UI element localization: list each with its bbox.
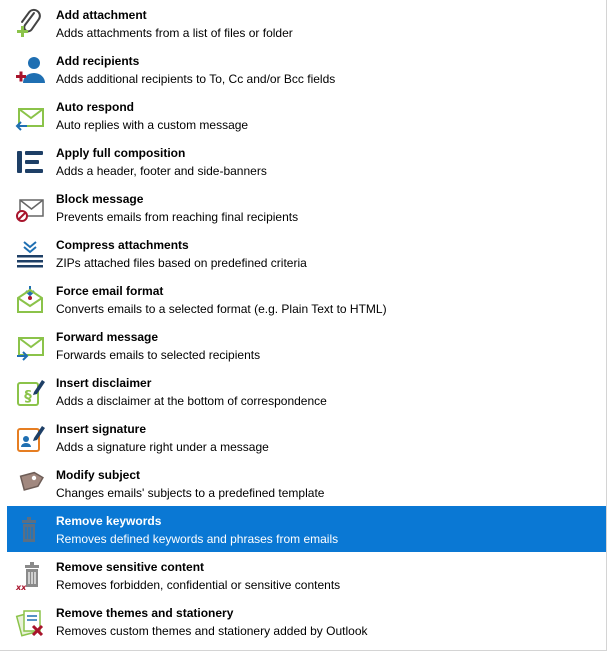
envelope-format-icon bbox=[14, 284, 46, 316]
item-title: Insert disclaimer bbox=[56, 376, 152, 390]
item-description: Adds attachments from a list of files or folder bbox=[56, 26, 293, 40]
list-item-apply-full-composition[interactable] bbox=[7, 138, 606, 184]
item-description: Forwards emails to selected recipients bbox=[56, 348, 261, 362]
envelope-forward-icon bbox=[14, 330, 46, 362]
user-plus-icon bbox=[14, 54, 46, 86]
item-description: Auto replies with a custom message bbox=[56, 118, 249, 132]
list-item-add-attachment[interactable] bbox=[7, 0, 606, 46]
list-item-forward-message[interactable] bbox=[7, 322, 606, 368]
list-item-remove-themes-and-stationery[interactable] bbox=[7, 598, 606, 644]
list-item-insert-disclaimer[interactable] bbox=[7, 368, 606, 414]
item-description: Changes emails' subjects to a predefined template bbox=[56, 486, 325, 500]
envelope-reply-icon bbox=[14, 100, 46, 132]
item-description: ZIPs attached files based on predefined criteria bbox=[56, 256, 307, 270]
signature-icon bbox=[14, 422, 46, 454]
svg-text:xx: xx bbox=[16, 583, 27, 592]
item-description: Removes defined keywords and phrases from emails bbox=[56, 532, 339, 546]
list-item-add-recipients[interactable] bbox=[7, 46, 606, 92]
item-description: Adds a disclaimer at the bottom of correspondence bbox=[56, 394, 327, 408]
list-item-remove-keywords[interactable] bbox=[7, 506, 606, 552]
compress-icon bbox=[14, 238, 46, 270]
list-item-auto-respond[interactable] bbox=[7, 92, 606, 138]
paperclip-plus-icon bbox=[14, 8, 46, 40]
remove-theme-icon bbox=[14, 606, 46, 638]
item-title: Block message bbox=[56, 192, 144, 206]
svg-text:§: § bbox=[24, 387, 32, 405]
item-description: Adds a signature right under a message bbox=[56, 440, 269, 454]
item-description: Prevents emails from reaching final recipients bbox=[56, 210, 299, 224]
item-title: Insert signature bbox=[56, 422, 147, 436]
item-title: Forward message bbox=[56, 330, 159, 344]
item-title: Modify subject bbox=[56, 468, 141, 482]
item-title: Add recipients bbox=[56, 54, 140, 68]
item-title: Add attachment bbox=[56, 8, 147, 22]
item-title: Apply full composition bbox=[56, 146, 186, 160]
item-description: Adds additional recipients to To, Cc and/or Bcc fields bbox=[56, 72, 336, 86]
item-title: Remove keywords bbox=[56, 514, 162, 528]
list-item-compress-attachments[interactable] bbox=[7, 230, 606, 276]
composition-icon bbox=[14, 146, 46, 178]
trash-keywords-icon bbox=[14, 514, 46, 546]
list-item-block-message[interactable] bbox=[7, 184, 606, 230]
item-description: Removes forbidden, confidential or sensitive contents bbox=[56, 578, 341, 592]
list-item-force-email-format[interactable] bbox=[7, 276, 606, 322]
trash-sensitive-icon bbox=[14, 560, 46, 592]
item-description: Adds a header, footer and side-banners bbox=[56, 164, 267, 178]
item-title: Force email format bbox=[56, 284, 164, 298]
item-description: Converts emails to a selected format (e.g. Plain Text to HTML) bbox=[56, 302, 387, 316]
list-item-insert-signature[interactable] bbox=[7, 414, 606, 460]
item-title: Remove themes and stationery bbox=[56, 606, 234, 620]
list-item-remove-sensitive-content[interactable] bbox=[7, 552, 606, 598]
disclaimer-icon bbox=[14, 376, 46, 408]
tag-icon bbox=[14, 468, 46, 500]
envelope-blocked-icon bbox=[14, 192, 46, 224]
item-description: Removes custom themes and stationery added by Outlook bbox=[56, 624, 368, 638]
item-title: Remove sensitive content bbox=[56, 560, 205, 574]
item-title: Auto respond bbox=[56, 100, 134, 114]
list-item-modify-subject[interactable] bbox=[7, 460, 606, 506]
item-title: Compress attachments bbox=[56, 238, 189, 252]
